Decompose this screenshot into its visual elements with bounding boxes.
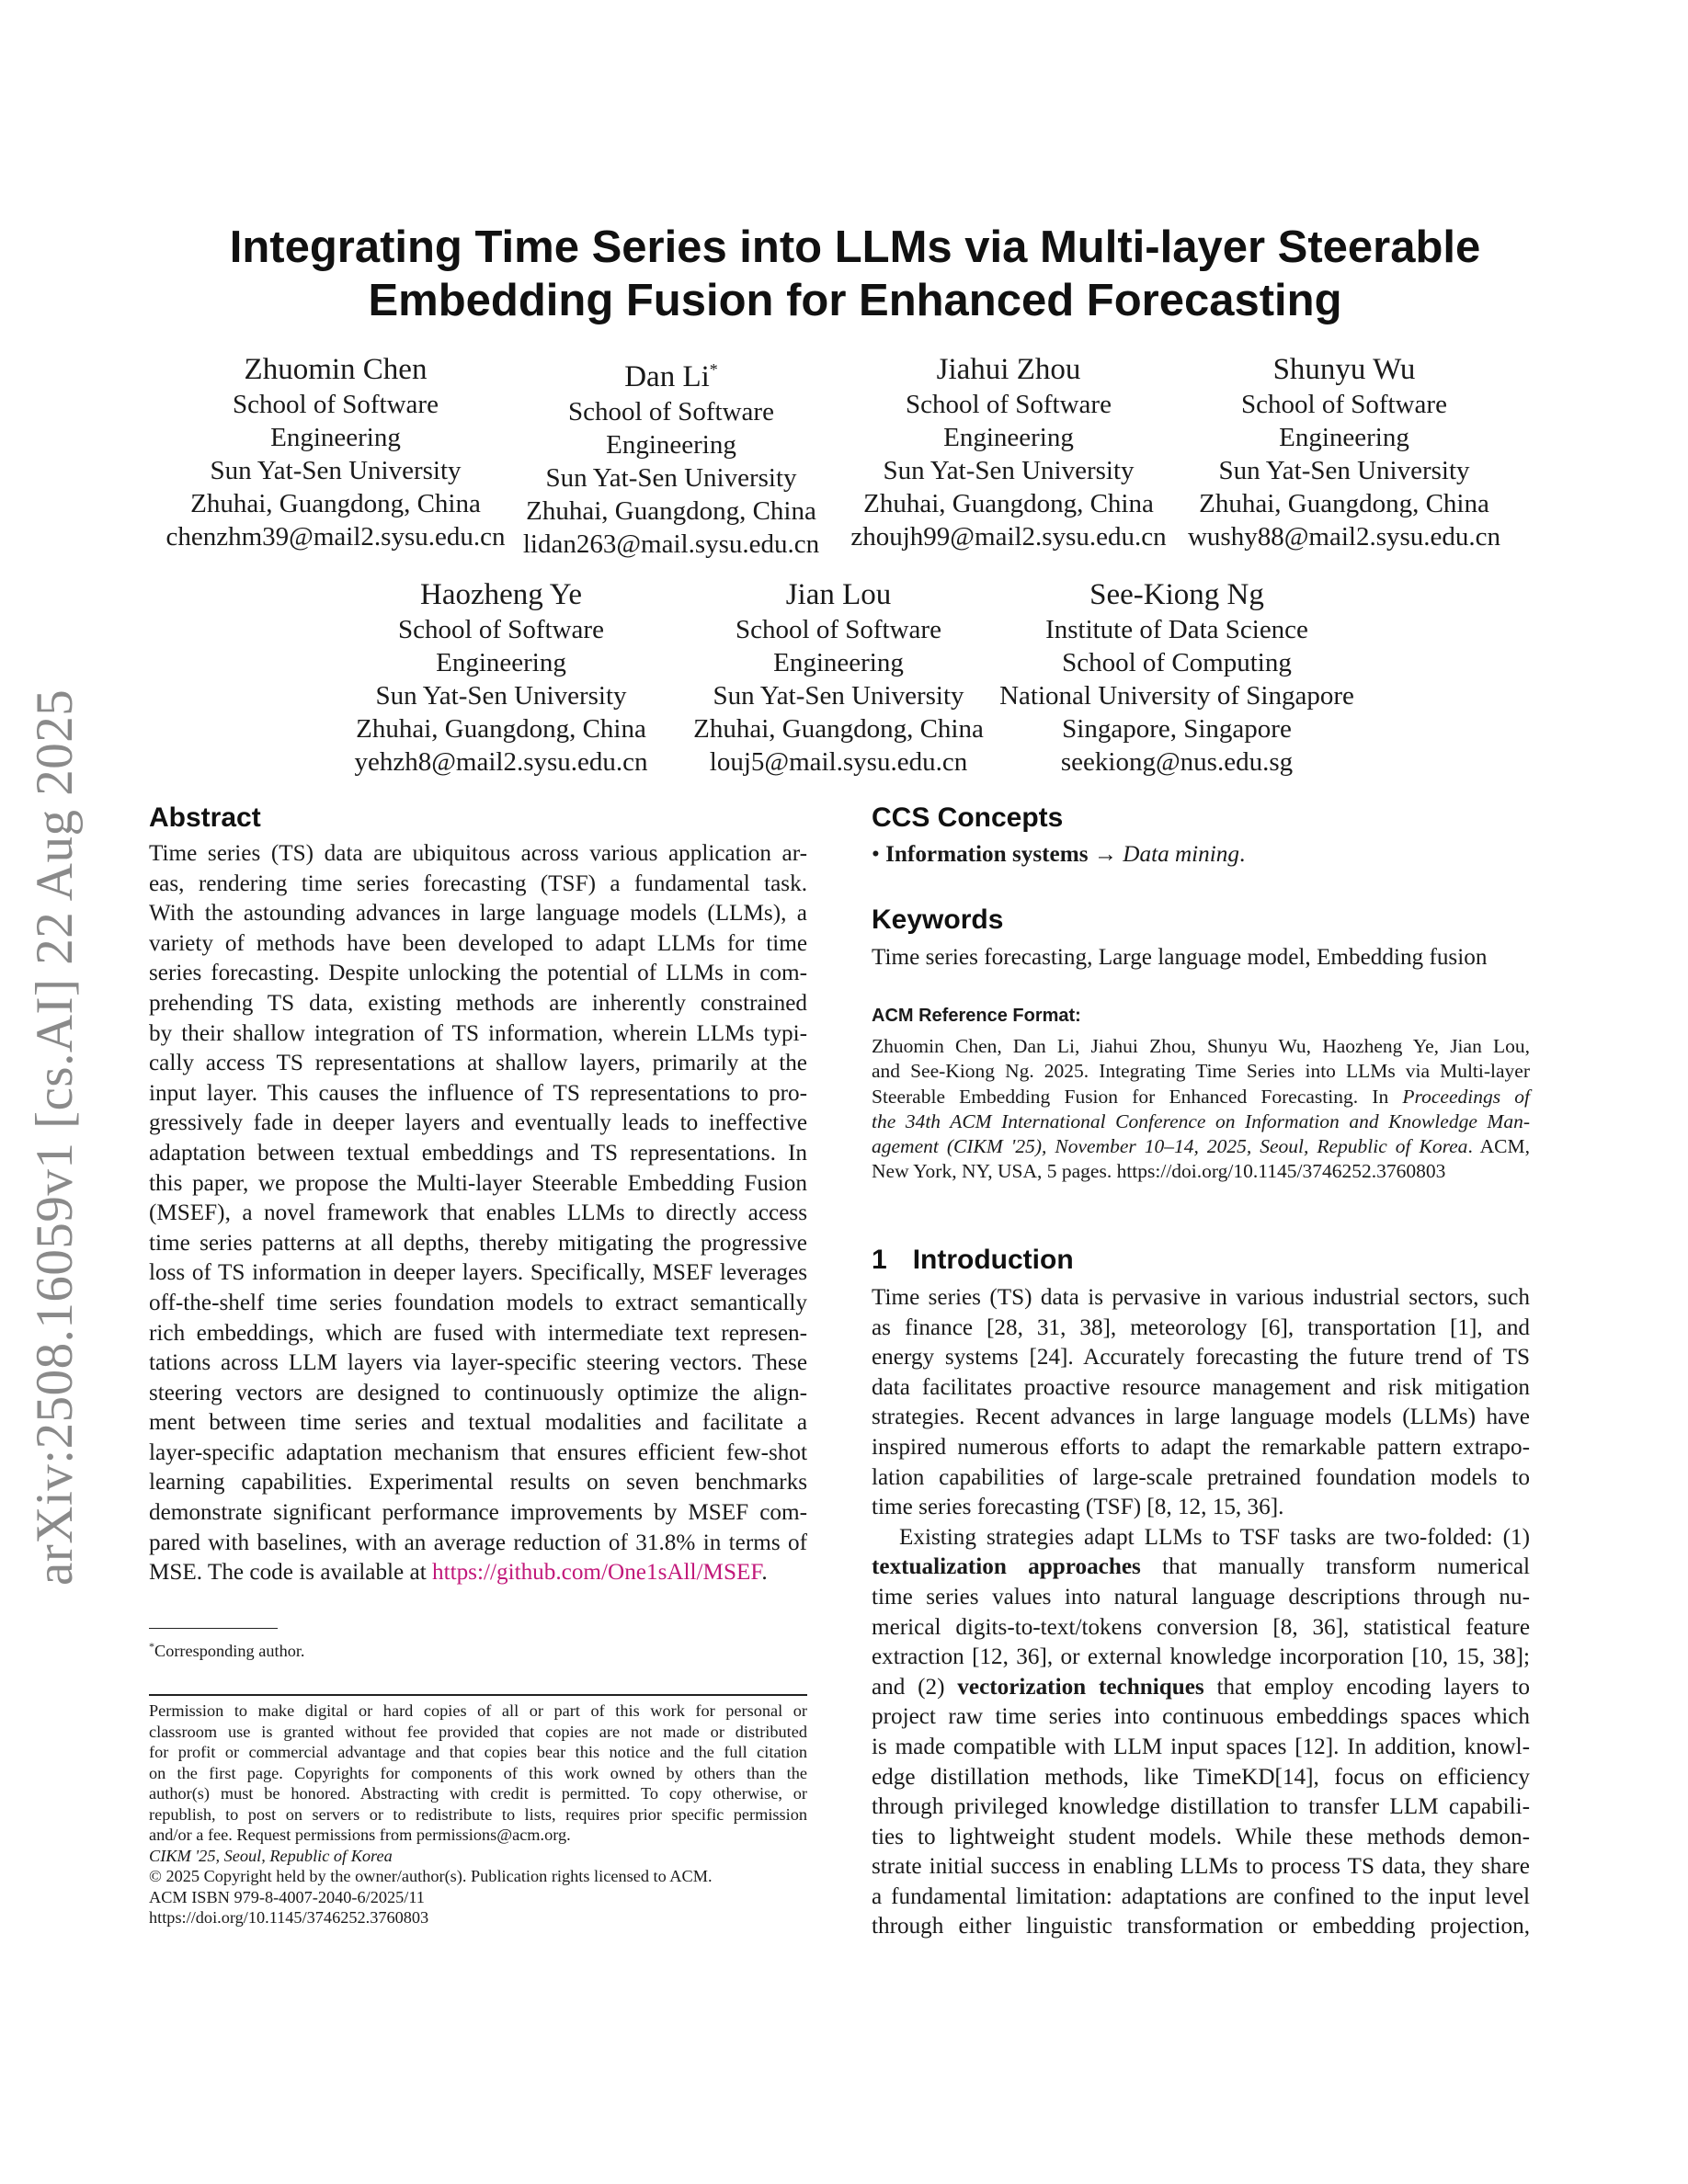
abstract-line: series forecasting. Despite unlocking the potential of LLMs in com- [149, 961, 807, 986]
intro-line: inspired numerous efforts to adapt the remarkable pattern extrapo- [872, 1434, 1530, 1460]
permission-block [149, 1701, 807, 1928]
paper-title [147, 221, 1563, 327]
ccs-concepts: • Information systems → Data mining. [872, 842, 1246, 867]
abstract-line: cally access TS representations at shallow layers, primarily at the [149, 1051, 807, 1076]
permission-divider [149, 1694, 807, 1696]
author-affiliation: School of Software [568, 397, 774, 427]
abstract-line: prehending TS data, existing methods are inherently constrained [149, 990, 807, 1016]
ccs-heading: CCS Concepts [872, 802, 1064, 833]
author-block [664, 576, 1013, 779]
abstract-line: tations across LLM layers via layer-specific steering vectors. These [149, 1350, 807, 1376]
author-affiliation: Engineering [606, 430, 736, 460]
author-block [161, 351, 510, 553]
arxiv-identifier: arXiv:2508.16059v1 [cs.AI] 22 Aug 2025 [26, 688, 84, 1586]
author-affiliation: Institute of Data Science [1045, 615, 1308, 644]
abstract-line: learning capabilities. Experimental results on seven benchmarks [149, 1470, 807, 1496]
intro-line: strategies. Recent advances in large language models (LLMs) have [872, 1405, 1530, 1430]
author-affiliation: Engineering [943, 423, 1074, 452]
abstract-line: by their shallow integration of TS information, wherein LLMs typi- [149, 1020, 807, 1046]
intro-heading: 1 Introduction [872, 1245, 1074, 1275]
author-name: Dan Li* [624, 360, 718, 393]
abstract-line: demonstrate significant performance improvements by MSEF com- [149, 1500, 807, 1526]
intro-line: a fundamental limitation: adaptations are confined to the input level [872, 1883, 1530, 1909]
author-name: Jiahui Zhou [936, 353, 1081, 386]
author-location: Zhuhai, Guangdong, China [356, 714, 646, 744]
intro-line: time series forecasting (TSF) [8, 12, 15, 36]. [872, 1495, 1284, 1520]
author-affiliation: School of Software [398, 615, 604, 644]
permission-line: on the first page. Copyrights for components of this work owned by others than the [149, 1763, 807, 1782]
abstract-line: With the astounding advances in large language models (LLMs), a [149, 901, 807, 927]
intro-line: textualization approaches that manually transform numerical [872, 1554, 1530, 1580]
code-link[interactable]: https://github.com/One1sAll/MSEF [432, 1560, 762, 1586]
author-block [496, 351, 846, 561]
permission-line: republish, to post on servers or to redistribute to lists, requires prior specific permission [149, 1804, 807, 1824]
permission-line: author(s) must be honored. Abstracting with credit is permitted. To copy otherwise, or [149, 1784, 807, 1803]
abstract-line: input layer. This causes the influence of TS representations to pro- [149, 1080, 807, 1106]
author-block [984, 576, 1370, 779]
intro-line: Existing strategies adapt LLMs to TSF tasks are two-folded: (1) [899, 1524, 1530, 1550]
intro-line: time series values into natural language descriptions through nu- [872, 1584, 1530, 1610]
author-block [326, 576, 676, 779]
author-block [834, 351, 1183, 553]
author-block [1169, 351, 1519, 553]
isbn: ACM ISBN 979-8-4007-2040-6/2025/11 [149, 1887, 425, 1906]
acm-reference-heading: ACM Reference Format: [872, 1006, 1081, 1026]
author-name: Jian Lou [785, 578, 892, 611]
intro-line: through privileged knowledge distillation to transfer LLM capabili- [872, 1794, 1530, 1820]
intro-line: lation capabilities of large-scale pretrained foundation models to [872, 1464, 1530, 1490]
author-email: lidan263@mail.sysu.edu.cn [522, 529, 820, 559]
footnote-divider [149, 1628, 278, 1629]
permission-line: for profit or commercial advantage and that copies bear this notice and the full citation [149, 1743, 807, 1761]
intro-line: as finance [28, 31, 38], meteorology [6], transportation [1], and [872, 1314, 1530, 1340]
author-location: Zhuhai, Guangdong, China [1199, 489, 1489, 518]
intro-line: data facilitates proactive resource management and risk mitigation [872, 1374, 1530, 1400]
abstract-line: rich embeddings, which are fused with intermediate text represen- [149, 1320, 807, 1346]
abstract-line: time series patterns at all depths, thereby mitigating the progressive [149, 1230, 807, 1256]
author-affiliation: Sun Yat-Sen University [1218, 456, 1470, 485]
abstract-body [149, 839, 807, 1588]
keywords-heading: Keywords [872, 904, 1004, 935]
author-affiliation: Sun Yat-Sen University [545, 463, 797, 493]
abstract-line: loss of TS information in deeper layers. Specifically, MSEF leverages [149, 1260, 807, 1286]
intro-line: and (2) vectorization techniques that employ encoding layers to [872, 1674, 1530, 1700]
author-affiliation: School of Software [906, 390, 1112, 419]
abstract-line: off-the-shelf time series foundation models to extract semantically [149, 1290, 807, 1315]
author-affiliation: National University of Singapore [999, 681, 1354, 711]
abstract-line: pared with baselines, with an average reduction of 31.8% in terms of [149, 1530, 807, 1555]
intro-line: merical digits-to-text/tokens conversion [8, 36], statistical feature [872, 1614, 1530, 1640]
author-affiliation: Sun Yat-Sen University [210, 456, 462, 485]
author-affiliation: School of Software [233, 390, 439, 419]
intro-line: Time series (TS) data is pervasive in various industrial sectors, such [872, 1285, 1530, 1310]
author-email: chenzhm39@mail2.sysu.edu.cn [165, 522, 506, 552]
author-location: Zhuhai, Guangdong, China [526, 496, 816, 526]
intro-line: strate initial success in enabling LLMs to process TS data, they share [872, 1854, 1530, 1880]
abstract-line: variety of methods have been developed to adapt LLMs for time [149, 930, 807, 956]
keywords: Time series forecasting, Large language model, Embedding fusion [872, 945, 1488, 970]
venue: CIKM '25, Seoul, Republic of Korea [149, 1846, 393, 1865]
intro-body [872, 1283, 1530, 1942]
acm-reference-format: ACM Reference Format: Zhuomin Chen, Dan Li, Jiahui Zhou, Shunyu Wu, Haozheng Ye, Jian Lou, and See-Kiong Ng. 2025. Integrating Time Series into LLMs via Multi-layer Steerable Embedding Fusion for Enhanced Forecasting. In Proceedings of the 34th ACM International Conference on Information and Knowledge Man- agement (CIKM '25), November 10–14, 2025, Seoul, Republic of Korea. ACM, New York, NY, USA, 5 pages. https://doi.org/10.1145/3746252.3760803 [872, 1006, 1530, 1183]
ccs-concept: Data mining [1123, 842, 1239, 867]
footnote: *Corresponding author. [149, 1640, 305, 1661]
abstract-line: Time series (TS) data are ubiquitous across various application ar- [149, 841, 807, 866]
intro-line: extraction [12, 36], or external knowledge incorporation [10, 15, 38]; [872, 1644, 1530, 1670]
abstract-line: (MSEF), a novel framework that enables LLMs to directly access [149, 1200, 807, 1226]
author-affiliation: Engineering [436, 648, 566, 677]
ccs-category: Information systems [885, 842, 1089, 867]
intro-line: ties to lightweight student models. While these methods demon- [872, 1824, 1530, 1849]
author-email: seekiong@nus.edu.sg [1060, 747, 1294, 777]
author-affiliation: Sun Yat-Sen University [713, 681, 964, 711]
author-affiliation: Sun Yat-Sen University [375, 681, 627, 711]
author-location: Singapore, Singapore [1062, 714, 1292, 744]
abstract-line: MSE. The code is available at https://github.com/One1sAll/MSEF. [149, 1560, 768, 1586]
author-email: louj5@mail.sysu.edu.cn [709, 747, 968, 777]
intro-line: project raw time series into continuous embeddings spaces which [872, 1704, 1530, 1730]
author-affiliation: School of Software [1241, 390, 1447, 419]
abstract-heading: Abstract [149, 802, 261, 833]
author-email: wushy88@mail2.sysu.edu.cn [1187, 522, 1501, 552]
author-name: Shunyu Wu [1272, 353, 1416, 386]
author-name: Haozheng Ye [420, 578, 582, 611]
author-affiliation: Engineering [773, 648, 904, 677]
permission-line: Permission to make digital or hard copies of all or part of this work for personal or [149, 1701, 807, 1720]
author-affiliation: School of Software [736, 615, 941, 644]
abstract-line: ment between time series and textual modalities and facilitate a [149, 1410, 807, 1436]
abstract-line: steering vectors are designed to continuously optimize the align- [149, 1380, 807, 1405]
author-email: zhoujh99@mail2.sysu.edu.cn [850, 522, 1167, 552]
intro-line: energy systems [24]. Accurately forecasting the future trend of TS [872, 1345, 1530, 1371]
author-affiliation: Sun Yat-Sen University [883, 456, 1135, 485]
abstract-line: eas, rendering time series forecasting (TSF) a fundamental task. [149, 870, 807, 896]
author-affiliation: School of Computing [1062, 648, 1292, 677]
author-affiliation: Engineering [270, 423, 401, 452]
title-line-1: Integrating Time Series into LLMs via Multi-layer Steerable [229, 222, 1481, 272]
intro-line: edge distillation methods, like TimeKD[14], focus on efficiency [872, 1764, 1530, 1790]
copyright: © 2025 Copyright held by the owner/author(s). Publication rights licensed to ACM. [149, 1867, 713, 1885]
abstract-line: layer-specific adaptation mechanism that ensures efficient few-shot [149, 1439, 807, 1465]
intro-line: is made compatible with LLM input spaces [12]. In addition, knowl- [872, 1734, 1530, 1759]
doi-link[interactable]: https://doi.org/10.1145/3746252.3760803 [149, 1908, 429, 1927]
author-location: Zhuhai, Guangdong, China [693, 714, 984, 744]
author-affiliation: Engineering [1279, 423, 1409, 452]
abstract-line: gressively fade in deeper layers and eventually leads to ineffective [149, 1110, 807, 1136]
intro-line: through either linguistic transformation or embedding projection, [872, 1914, 1530, 1939]
abstract-line: this paper, we propose the Multi-layer Steerable Embedding Fusion [149, 1170, 807, 1196]
title-line-2: Embedding Fusion for Enhanced Forecasting [368, 276, 1342, 325]
abstract-line: adaptation between textual embeddings and TS representations. In [149, 1140, 807, 1166]
permission-line: and/or a fee. Request permissions from permissions@acm.org. [149, 1826, 571, 1844]
author-location: Zhuhai, Guangdong, China [190, 489, 481, 518]
author-name: Zhuomin Chen [244, 353, 428, 386]
author-email: yehzh8@mail2.sysu.edu.cn [354, 747, 648, 777]
permission-line: classroom use is granted without fee provided that copies are not made or distributed [149, 1722, 807, 1741]
author-location: Zhuhai, Guangdong, China [863, 489, 1154, 518]
author-name: See-Kiong Ng [1089, 578, 1264, 611]
